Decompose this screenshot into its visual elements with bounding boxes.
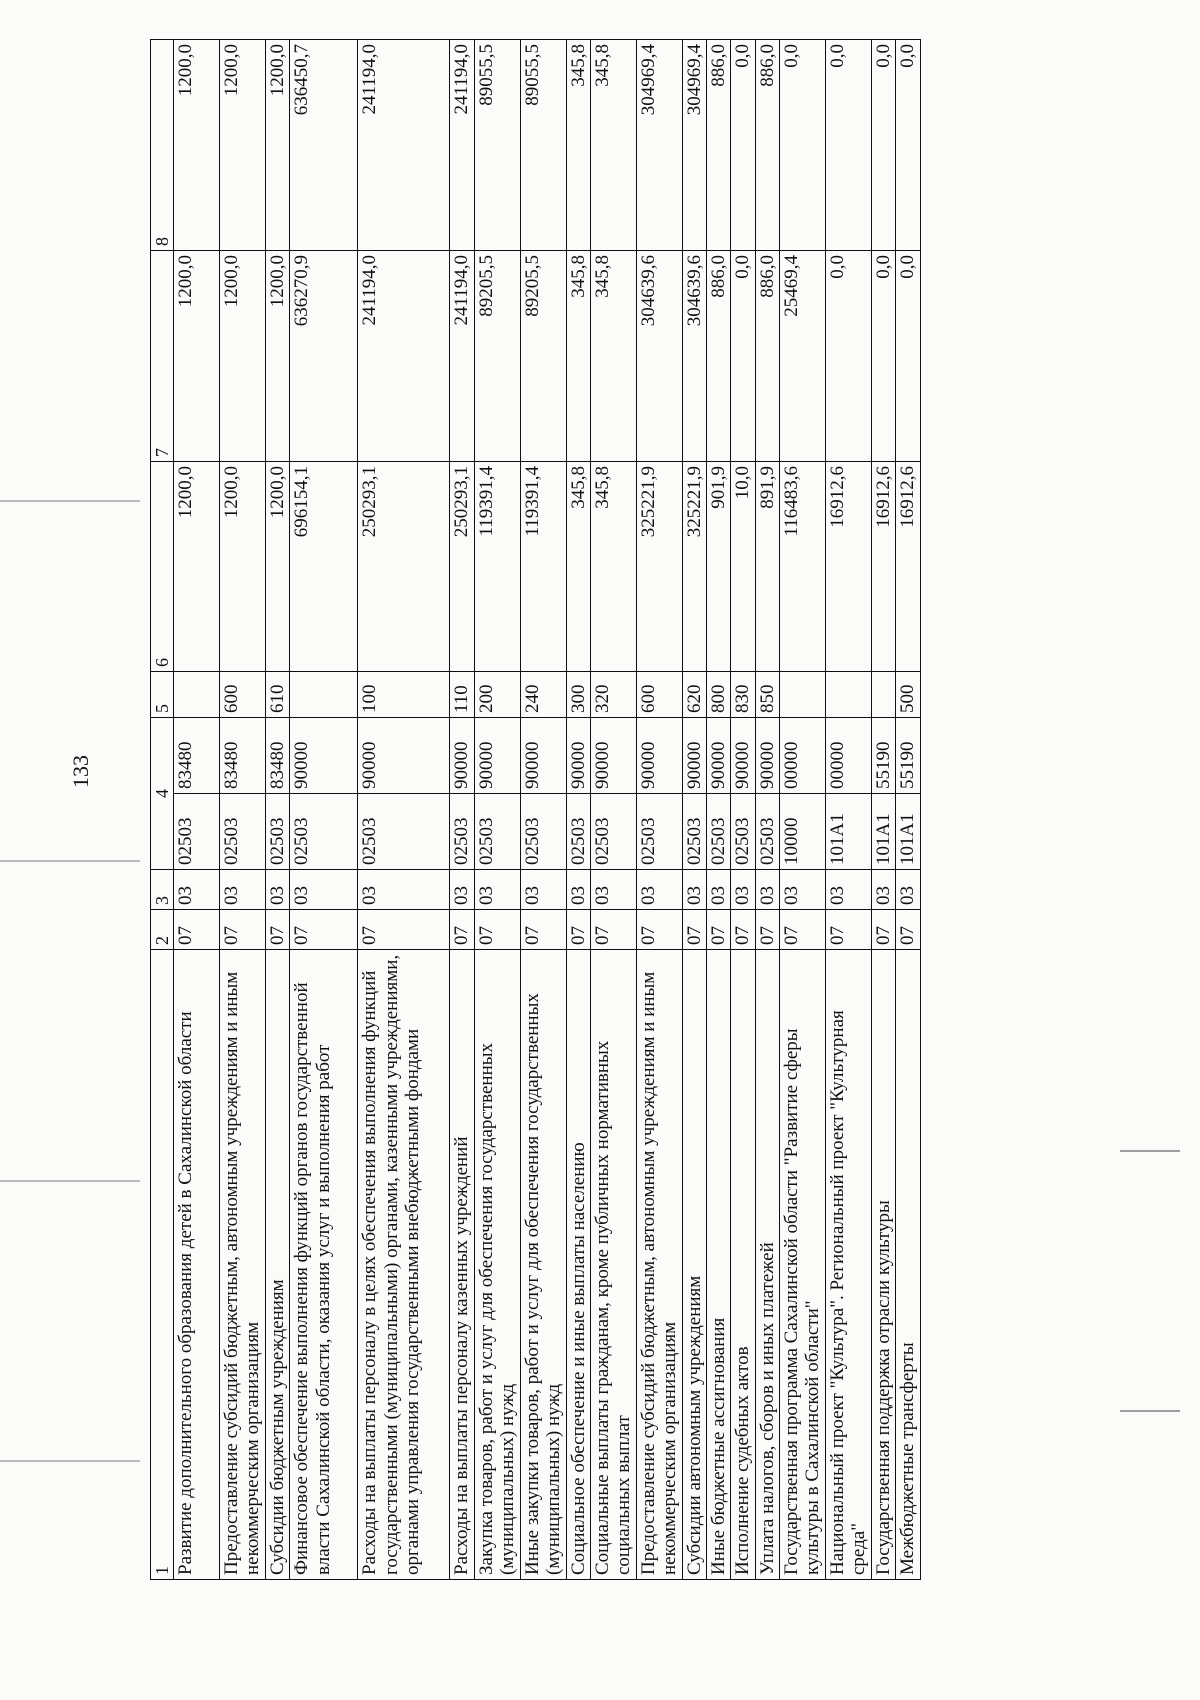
amount-year1-cell: 250293,1 xyxy=(450,462,474,672)
amount-year1-cell: 325221,9 xyxy=(682,462,706,672)
section-code-cell: 07 xyxy=(896,910,920,950)
amount-year1-cell: 1200,0 xyxy=(266,462,290,672)
subsection-code-cell: 03 xyxy=(520,870,566,910)
expense-type-cell: 830 xyxy=(731,672,755,718)
amount-year1-cell: 116483,6 xyxy=(780,462,826,672)
row-name-cell: Субсидии автономным учреждениям xyxy=(682,950,706,1580)
subsection-code-cell: 03 xyxy=(896,870,920,910)
subsection-code-cell: 03 xyxy=(290,870,358,910)
section-code-cell: 07 xyxy=(174,910,220,950)
target-item-suffix-cell: 00000 xyxy=(826,718,872,794)
amount-year2-cell: 304639,6 xyxy=(636,251,682,462)
table-row xyxy=(566,40,590,1580)
header-cell: 3 xyxy=(151,870,174,910)
scan-artifact xyxy=(1120,1150,1180,1152)
subsection-code-cell: 03 xyxy=(755,870,779,910)
target-item-suffix-cell: 90000 xyxy=(290,718,358,794)
amount-year2-cell: 886,0 xyxy=(707,251,731,462)
amount-year2-cell: 0,0 xyxy=(872,251,896,462)
amount-year3-cell: 1200,0 xyxy=(266,40,290,251)
row-name-cell: Государственная поддержка отрасли культуры xyxy=(872,950,896,1580)
subsection-code-cell: 03 xyxy=(780,870,826,910)
expense-type-cell: 500 xyxy=(896,672,920,718)
target-item-code-cell: 101A1 xyxy=(872,794,896,870)
subsection-code-cell: 03 xyxy=(636,870,682,910)
table-row xyxy=(872,40,896,1580)
amount-year3-cell: 886,0 xyxy=(707,40,731,251)
page-number: 133 xyxy=(68,755,93,788)
row-name-cell: Уплата налогов, сборов и иных платежей xyxy=(755,950,779,1580)
header-cell: 5 xyxy=(151,672,174,718)
table-row xyxy=(590,40,636,1580)
amount-year1-cell: 16912,6 xyxy=(872,462,896,672)
target-item-suffix-cell: 83480 xyxy=(220,718,266,794)
target-item-suffix-cell: 90000 xyxy=(474,718,520,794)
target-item-code-cell: 02503 xyxy=(520,794,566,870)
section-code-cell: 07 xyxy=(731,910,755,950)
target-item-code-cell: 02503 xyxy=(636,794,682,870)
subsection-code-cell: 03 xyxy=(826,870,872,910)
amount-year1-cell: 10,0 xyxy=(731,462,755,672)
section-code-cell: 07 xyxy=(566,910,590,950)
expense-type-cell: 600 xyxy=(636,672,682,718)
section-code-cell: 07 xyxy=(590,910,636,950)
target-item-code-cell: 02503 xyxy=(755,794,779,870)
expense-type-cell: 320 xyxy=(590,672,636,718)
table-row xyxy=(636,40,682,1580)
amount-year2-cell: 89205,5 xyxy=(520,251,566,462)
budget-table xyxy=(150,39,921,1580)
target-item-suffix-cell: 55190 xyxy=(872,718,896,794)
section-code-cell: 07 xyxy=(780,910,826,950)
rotated-sheet xyxy=(68,40,1050,1580)
subsection-code-cell: 03 xyxy=(731,870,755,910)
subsection-code-cell: 03 xyxy=(220,870,266,910)
amount-year1-cell: 16912,6 xyxy=(896,462,920,672)
table-row xyxy=(266,40,290,1580)
target-item-code-cell: 02503 xyxy=(474,794,520,870)
table-row xyxy=(358,40,450,1580)
amount-year2-cell: 241194,0 xyxy=(450,251,474,462)
expense-type-cell xyxy=(174,672,220,718)
amount-year2-cell: 345,8 xyxy=(590,251,636,462)
expense-type-cell: 200 xyxy=(474,672,520,718)
scan-artifact xyxy=(0,860,140,862)
target-item-code-cell: 02503 xyxy=(174,794,220,870)
subsection-code-cell: 03 xyxy=(872,870,896,910)
target-item-code-cell: 02503 xyxy=(358,794,450,870)
target-item-code-cell: 02503 xyxy=(682,794,706,870)
section-code-cell: 07 xyxy=(872,910,896,950)
amount-year3-cell: 0,0 xyxy=(872,40,896,251)
amount-year2-cell: 1200,0 xyxy=(174,251,220,462)
row-name-cell: Социальные выплаты гражданам, кроме публичных нормативных социальных выплат xyxy=(590,950,636,1580)
expense-type-cell: 800 xyxy=(707,672,731,718)
expense-type-cell: 600 xyxy=(220,672,266,718)
amount-year1-cell: 325221,9 xyxy=(636,462,682,672)
target-item-suffix-cell: 83480 xyxy=(174,718,220,794)
table-row xyxy=(174,40,220,1580)
expense-type-cell: 610 xyxy=(266,672,290,718)
section-code-cell: 07 xyxy=(266,910,290,950)
expense-type-cell: 240 xyxy=(520,672,566,718)
table-row xyxy=(896,40,920,1580)
row-name-cell: Национальный проект "Культура". Региональный проект "Культурная среда" xyxy=(826,950,872,1580)
amount-year3-cell: 345,8 xyxy=(590,40,636,251)
table-row xyxy=(755,40,779,1580)
amount-year1-cell: 345,8 xyxy=(566,462,590,672)
subsection-code-cell: 03 xyxy=(450,870,474,910)
section-code-cell: 07 xyxy=(474,910,520,950)
section-code-cell: 07 xyxy=(520,910,566,950)
table-row xyxy=(682,40,706,1580)
target-item-suffix-cell: 90000 xyxy=(636,718,682,794)
row-name-cell: Расходы на выплаты персоналу казенных учреждений xyxy=(450,950,474,1580)
expense-type-cell: 300 xyxy=(566,672,590,718)
row-name-cell: Закупка товаров, работ и услуг для обеспечения государственных (муниципальных) нужд xyxy=(474,950,520,1580)
target-item-suffix-cell: 90000 xyxy=(707,718,731,794)
subsection-code-cell: 03 xyxy=(682,870,706,910)
scan-artifact xyxy=(0,1180,140,1182)
header-cell: 2 xyxy=(151,910,174,950)
amount-year1-cell: 1200,0 xyxy=(174,462,220,672)
amount-year1-cell: 345,8 xyxy=(590,462,636,672)
expense-type-cell: 110 xyxy=(450,672,474,718)
target-item-code-cell: 02503 xyxy=(590,794,636,870)
section-code-cell: 07 xyxy=(755,910,779,950)
amount-year3-cell: 886,0 xyxy=(755,40,779,251)
row-name-cell: Субсидии бюджетным учреждениям xyxy=(266,950,290,1580)
amount-year3-cell: 0,0 xyxy=(896,40,920,251)
target-item-code-cell: 10000 xyxy=(780,794,826,870)
row-name-cell: Межбюджетные трансферты xyxy=(896,950,920,1580)
amount-year2-cell: 0,0 xyxy=(896,251,920,462)
target-item-code-cell: 101A1 xyxy=(896,794,920,870)
target-item-suffix-cell: 90000 xyxy=(755,718,779,794)
expense-type-cell: 100 xyxy=(358,672,450,718)
row-name-cell: Исполнение судебных актов xyxy=(731,950,755,1580)
target-item-suffix-cell: 83480 xyxy=(266,718,290,794)
amount-year3-cell: 89055,5 xyxy=(520,40,566,251)
amount-year2-cell: 1200,0 xyxy=(266,251,290,462)
amount-year1-cell: 891,9 xyxy=(755,462,779,672)
row-name-cell: Социальное обеспечение и иные выплаты населению xyxy=(566,950,590,1580)
amount-year1-cell: 16912,6 xyxy=(826,462,872,672)
subsection-code-cell: 03 xyxy=(358,870,450,910)
amount-year1-cell: 119391,4 xyxy=(520,462,566,672)
amount-year3-cell: 345,8 xyxy=(566,40,590,251)
row-name-cell: Развитие дополнительного образования детей в Сахалинской области xyxy=(174,950,220,1580)
row-name-cell: Финансовое обеспечение выполнения функций органов государственной власти Сахалинской области, оказания услуг и выполнения работ xyxy=(290,950,358,1580)
subsection-code-cell: 03 xyxy=(590,870,636,910)
amount-year3-cell: 89055,5 xyxy=(474,40,520,251)
target-item-code-cell: 02503 xyxy=(450,794,474,870)
table-row xyxy=(520,40,566,1580)
amount-year1-cell: 901,9 xyxy=(707,462,731,672)
scan-artifact xyxy=(1120,1410,1180,1412)
section-code-cell: 07 xyxy=(636,910,682,950)
subsection-code-cell: 03 xyxy=(174,870,220,910)
scan-artifact xyxy=(0,1460,140,1462)
row-name-cell: Иные закупки товаров, работ и услуг для обеспечения государственных (муниципальных) нужд xyxy=(520,950,566,1580)
section-code-cell: 07 xyxy=(358,910,450,950)
table-row xyxy=(220,40,266,1580)
amount-year3-cell: 0,0 xyxy=(731,40,755,251)
expense-type-cell xyxy=(826,672,872,718)
amount-year3-cell: 0,0 xyxy=(826,40,872,251)
section-code-cell: 07 xyxy=(682,910,706,950)
header-cell: 1 xyxy=(151,950,174,1580)
table-row xyxy=(450,40,474,1580)
amount-year1-cell: 1200,0 xyxy=(220,462,266,672)
amount-year3-cell: 304969,4 xyxy=(682,40,706,251)
amount-year2-cell: 304639,6 xyxy=(682,251,706,462)
table-row xyxy=(826,40,872,1580)
header-cell: 7 xyxy=(151,251,174,462)
target-item-code-cell: 02503 xyxy=(266,794,290,870)
scan-artifact xyxy=(0,500,140,502)
table-row xyxy=(474,40,520,1580)
amount-year2-cell: 1200,0 xyxy=(220,251,266,462)
expense-type-cell: 850 xyxy=(755,672,779,718)
amount-year2-cell: 25469,4 xyxy=(780,251,826,462)
amount-year1-cell: 119391,4 xyxy=(474,462,520,672)
header-cell: 6 xyxy=(151,462,174,672)
amount-year1-cell: 250293,1 xyxy=(358,462,450,672)
header-cell: 4 xyxy=(151,718,174,870)
row-name-cell: Иные бюджетные ассигнования xyxy=(707,950,731,1580)
amount-year2-cell: 241194,0 xyxy=(358,251,450,462)
expense-type-cell xyxy=(872,672,896,718)
section-code-cell: 07 xyxy=(290,910,358,950)
target-item-suffix-cell: 90000 xyxy=(731,718,755,794)
amount-year3-cell: 241194,0 xyxy=(358,40,450,251)
subsection-code-cell: 03 xyxy=(566,870,590,910)
section-code-cell: 07 xyxy=(826,910,872,950)
amount-year3-cell: 304969,4 xyxy=(636,40,682,251)
subsection-code-cell: 03 xyxy=(266,870,290,910)
table-row xyxy=(290,40,358,1580)
header-cell: 8 xyxy=(151,40,174,251)
target-item-suffix-cell: 90000 xyxy=(590,718,636,794)
amount-year2-cell: 886,0 xyxy=(755,251,779,462)
amount-year1-cell: 696154,1 xyxy=(290,462,358,672)
target-item-code-cell: 02503 xyxy=(220,794,266,870)
expense-type-cell: 620 xyxy=(682,672,706,718)
target-item-code-cell: 02503 xyxy=(707,794,731,870)
amount-year3-cell: 241194,0 xyxy=(450,40,474,251)
target-item-suffix-cell: 90000 xyxy=(566,718,590,794)
expense-type-cell xyxy=(780,672,826,718)
amount-year3-cell: 1200,0 xyxy=(174,40,220,251)
target-item-suffix-cell: 90000 xyxy=(358,718,450,794)
target-item-suffix-cell: 00000 xyxy=(780,718,826,794)
expense-type-cell xyxy=(290,672,358,718)
table-row xyxy=(731,40,755,1580)
amount-year2-cell: 0,0 xyxy=(826,251,872,462)
target-item-suffix-cell: 90000 xyxy=(682,718,706,794)
target-item-suffix-cell: 90000 xyxy=(520,718,566,794)
amount-year2-cell: 345,8 xyxy=(566,251,590,462)
target-item-suffix-cell: 55190 xyxy=(896,718,920,794)
subsection-code-cell: 03 xyxy=(707,870,731,910)
amount-year2-cell: 89205,5 xyxy=(474,251,520,462)
section-code-cell: 07 xyxy=(450,910,474,950)
amount-year2-cell: 636270,9 xyxy=(290,251,358,462)
target-item-code-cell: 101A1 xyxy=(826,794,872,870)
target-item-code-cell: 02503 xyxy=(290,794,358,870)
table-body xyxy=(174,40,920,1580)
header-row xyxy=(151,40,174,1580)
table-row xyxy=(707,40,731,1580)
section-code-cell: 07 xyxy=(220,910,266,950)
amount-year2-cell: 0,0 xyxy=(731,251,755,462)
amount-year3-cell: 0,0 xyxy=(780,40,826,251)
amount-year3-cell: 1200,0 xyxy=(220,40,266,251)
amount-year3-cell: 636450,7 xyxy=(290,40,358,251)
target-item-code-cell: 02503 xyxy=(731,794,755,870)
target-item-code-cell: 02503 xyxy=(566,794,590,870)
row-name-cell: Предоставление субсидий бюджетным, автономным учреждениям и иным некоммерческим организациям xyxy=(636,950,682,1580)
section-code-cell: 07 xyxy=(707,910,731,950)
row-name-cell: Предоставление субсидий бюджетным, автономным учреждениям и иным некоммерческим организациям xyxy=(220,950,266,1580)
row-name-cell: Расходы на выплаты персоналу в целях обеспечения выполнения функций государственными (муниципальными) органами, казенными учреждениями, органами управления государственными внебюджетными фондами xyxy=(358,950,450,1580)
target-item-suffix-cell: 90000 xyxy=(450,718,474,794)
subsection-code-cell: 03 xyxy=(474,870,520,910)
table-row xyxy=(780,40,826,1580)
row-name-cell: Государственная программа Сахалинской области "Развитие сферы культуры в Сахалинской области" xyxy=(780,950,826,1580)
